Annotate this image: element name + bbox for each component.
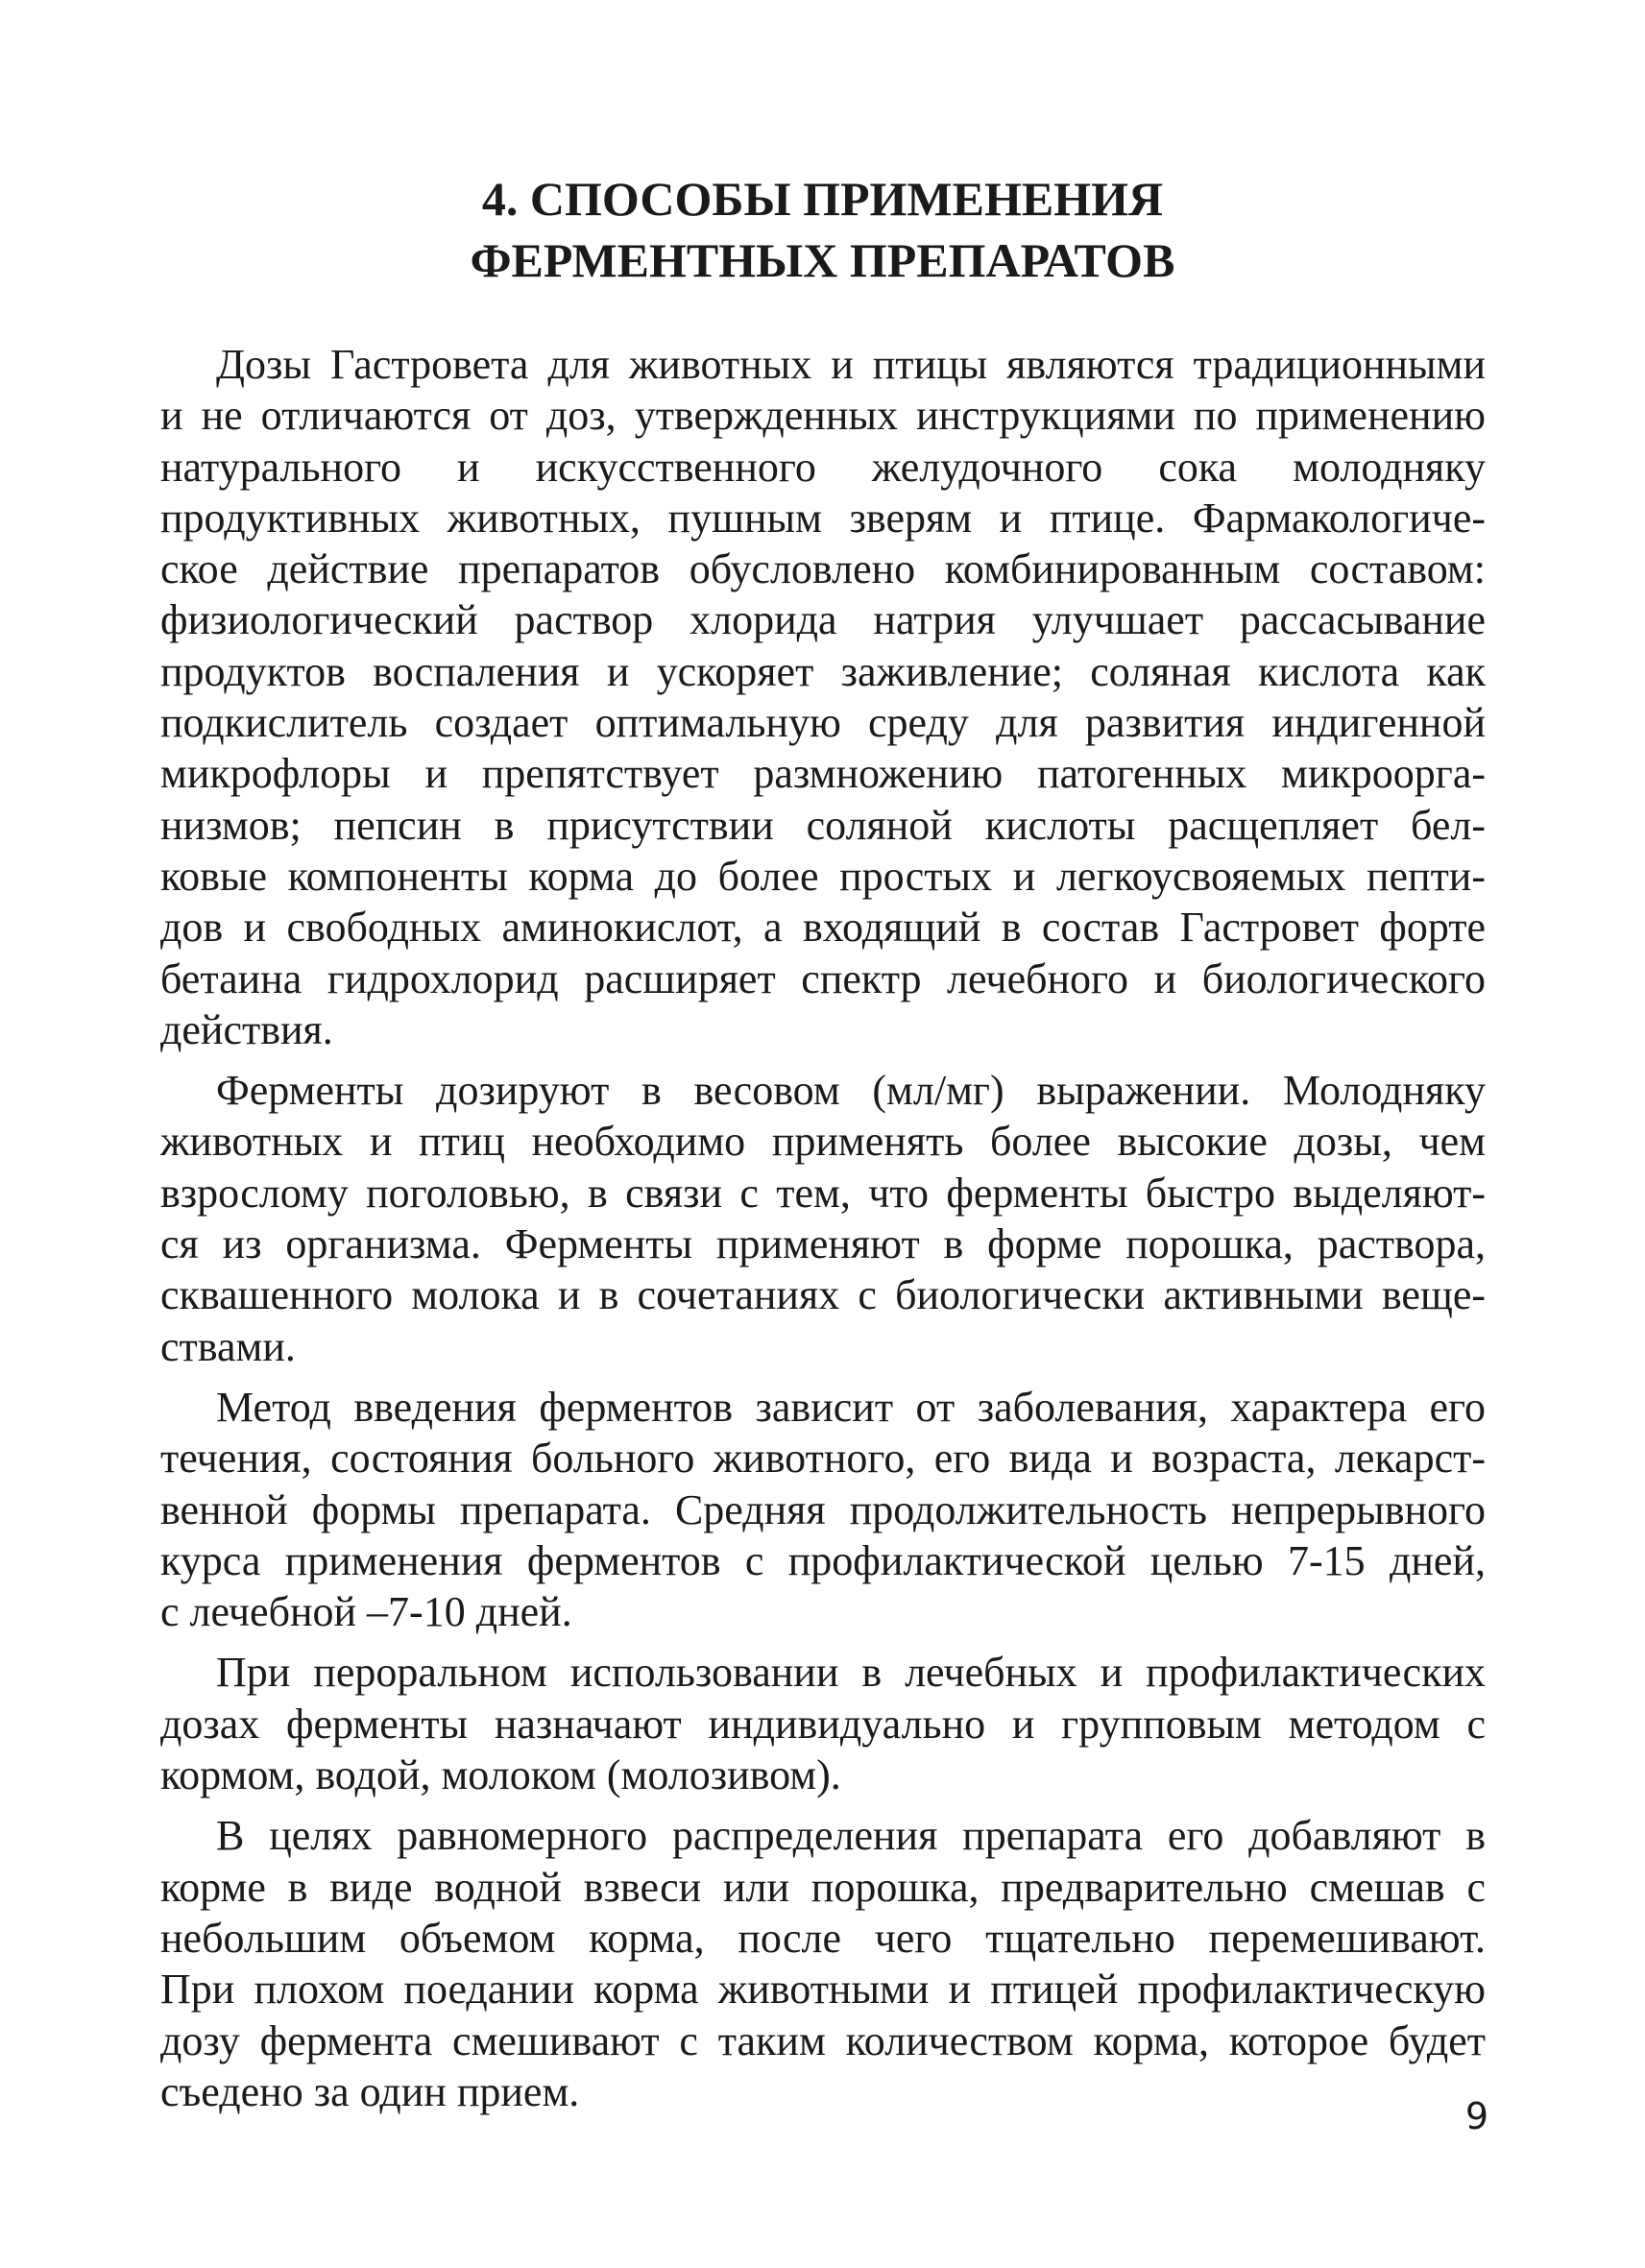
paragraph-line: При пероральном использовании в лечебных и профилактических bbox=[216, 1649, 1486, 1697]
paragraph-line: продуктов воспаления и ускоряет заживление; соляная кислота как bbox=[160, 647, 1486, 695]
paragraph-line: сквашенного молока и в сочетаниях с биологически активными веще- bbox=[160, 1271, 1486, 1319]
paragraph-line: продуктивных животных, пушным зверям и птице. Фармакологиче- bbox=[160, 494, 1486, 542]
paragraph-line: курса применения ферментов с профилактической целью 7-15 дней, bbox=[160, 1536, 1486, 1584]
chapter-heading bbox=[0, 168, 1645, 291]
paragraph-line: низмов; пепсин в присутствии соляной кислоты расщепляет бел- bbox=[160, 801, 1486, 849]
paragraph-line: микрофлоры и препятствует размножению патогенных микроорга- bbox=[160, 750, 1486, 798]
paragraph-line: ковые компоненты корма до более простых и легкоусвояемых пепти- bbox=[160, 852, 1486, 900]
paragraph bbox=[160, 1065, 1486, 1372]
paragraph-line: Ферменты дозируют в весовом (мл/мг) выражении. Молодняку bbox=[216, 1067, 1486, 1115]
paragraph bbox=[160, 1382, 1486, 1637]
paragraph-line: дов и свободных аминокислот, а входящий в состав Гастровет форте bbox=[160, 904, 1486, 952]
paragraph bbox=[160, 1647, 1486, 1800]
chapter-heading-line-1: 4. СПОСОБЫ ПРИМЕНЕНИЯ bbox=[481, 172, 1164, 226]
paragraph-line: корме в виде водной взвеси или порошка, предварительно смешав с bbox=[160, 1863, 1486, 1911]
paragraph-line: При плохом поедании корма животными и птицей профилактическую bbox=[160, 1966, 1486, 2014]
paragraph-line: В целях равномерного распределения препарата его добавляют в bbox=[216, 1812, 1486, 1860]
paragraph-line: с лечебной –7-10 дней. bbox=[160, 1588, 572, 1636]
paragraph-line: взрослому поголовью, в связи с тем, что ферменты быстро выделяют- bbox=[160, 1169, 1486, 1217]
paragraph-line: действия. bbox=[160, 1005, 333, 1053]
paragraph-line: ствами. bbox=[160, 1322, 296, 1370]
paragraph-line: небольшим объемом корма, после чего тщательно перемешивают. bbox=[160, 1914, 1486, 1962]
body-text bbox=[160, 339, 1486, 2127]
paragraph-line: животных и птиц необходимо применять более высокие дозы, чем bbox=[160, 1118, 1486, 1166]
paragraph-line: ское действие препаратов обусловлено комбинированным составом: bbox=[160, 545, 1486, 593]
paragraph-line: дозу фермента смешивают с таким количеством корма, которое будет bbox=[160, 2016, 1486, 2064]
paragraph-line: Метод введения ферментов зависит от заболевания, характера его bbox=[216, 1383, 1486, 1431]
chapter-heading-line-2: ФЕРМЕНТНЫХ ПРЕПАРАТОВ bbox=[470, 233, 1175, 287]
paragraph bbox=[160, 1810, 1486, 2117]
paragraph-line: кормом, водой, молоком (молозивом). bbox=[160, 1751, 841, 1799]
paragraph-line: течения, состояния больного животного, его вида и возраста, лекарст- bbox=[160, 1435, 1486, 1483]
paragraph bbox=[160, 339, 1486, 1055]
paragraph-line: натурального и искусственного желудочного сока молодняку bbox=[160, 443, 1486, 491]
paragraph-line: бетаина гидрохлорид расширяет спектр лечебного и биологического bbox=[160, 954, 1486, 1002]
page-number: 9 bbox=[1464, 2095, 1488, 2137]
paragraph-line: Дозы Гастровета для животных и птицы являются традиционными bbox=[216, 341, 1486, 388]
paragraph-line: венной формы препарата. Средняя продолжительность непрерывного bbox=[160, 1485, 1486, 1533]
paragraph-line: подкислитель создает оптимальную среду для развития индигенной bbox=[160, 699, 1486, 747]
paragraph-line: дозах ферменты назначают индивидуально и групповым методом с bbox=[160, 1700, 1486, 1748]
paragraph-line: физиологический раствор хлорида натрия улучшает рассасывание bbox=[160, 596, 1486, 644]
paragraph-line: и не отличаются от доз, утвержденных инструкциями по применению bbox=[160, 392, 1486, 440]
paragraph-line: съедено за один прием. bbox=[160, 2067, 580, 2115]
paragraph-line: ся из организма. Ферменты применяют в форме порошка, раствора, bbox=[160, 1220, 1486, 1268]
